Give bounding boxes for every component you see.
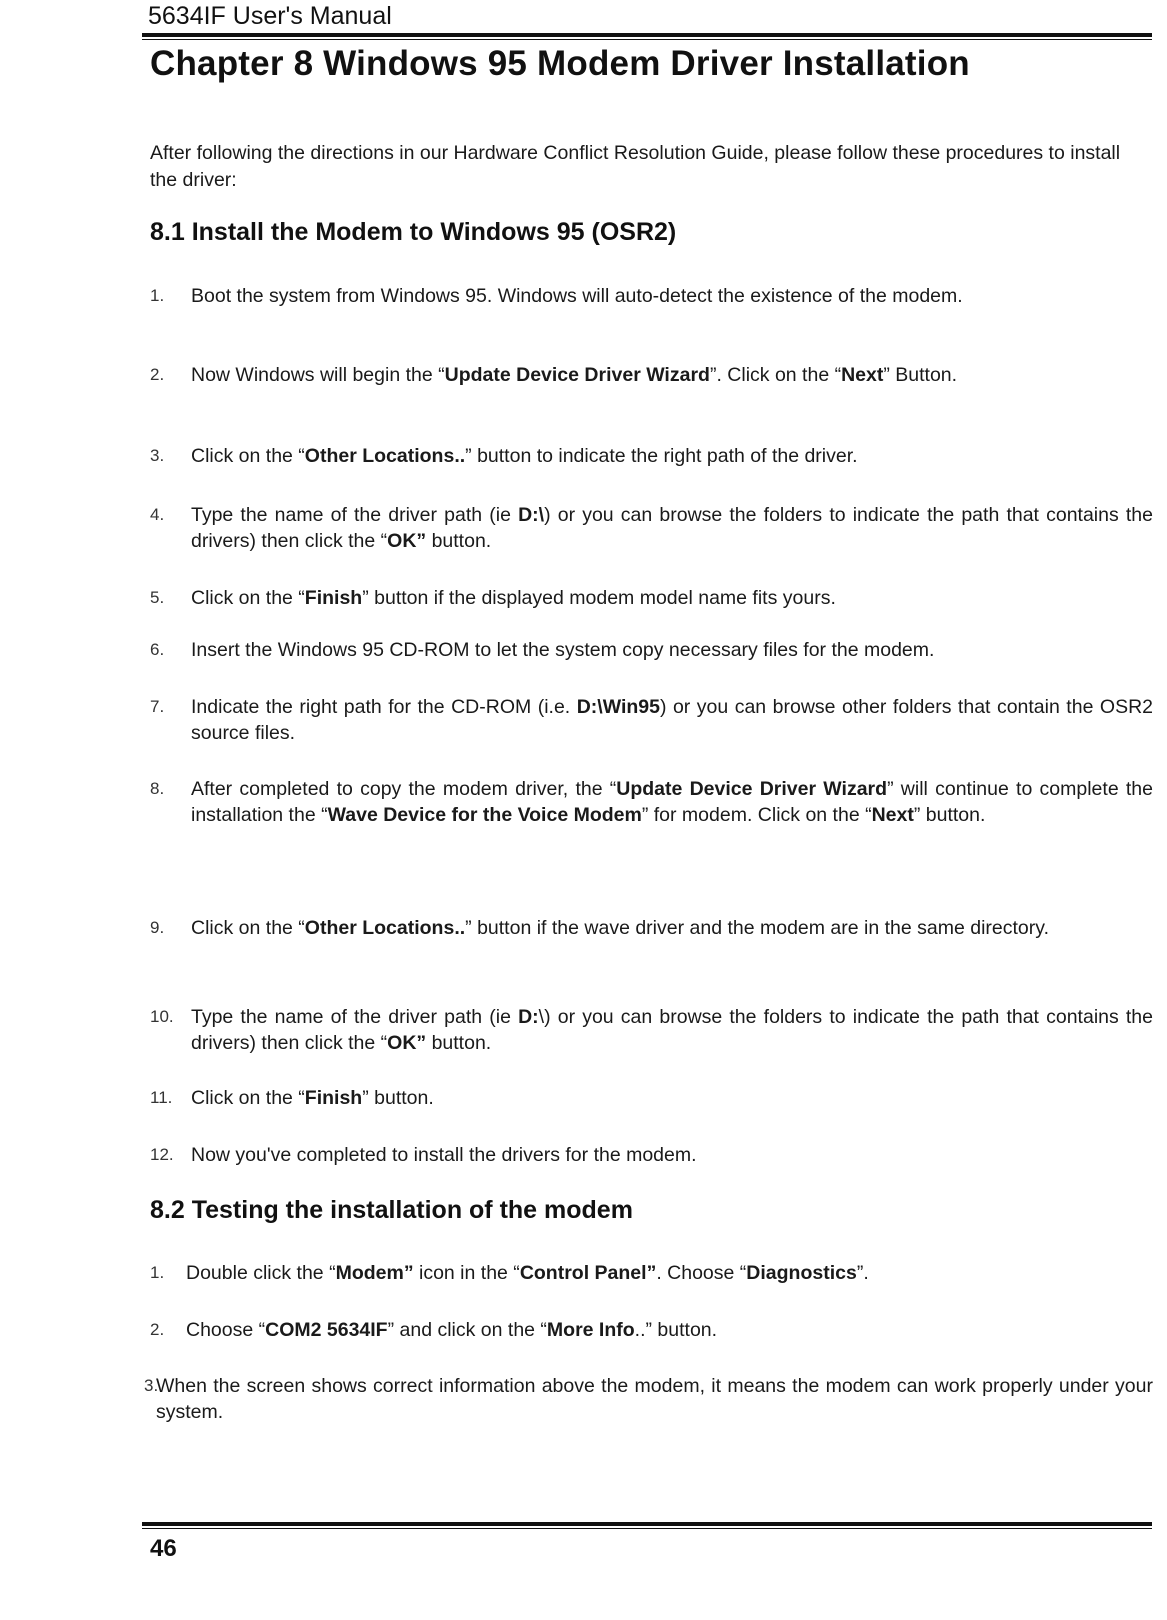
step-number: 1. <box>150 286 165 305</box>
step-item <box>150 1085 1153 1111</box>
step-item <box>150 776 1153 828</box>
page-number: 46 <box>150 1535 177 1562</box>
step-number: 5. <box>150 588 165 607</box>
step-text: Choose “COM2 5634IF” and click on the “More Info..” button. <box>186 1319 718 1341</box>
step-number: 2. <box>150 365 165 384</box>
step-number: 3. <box>144 1376 159 1395</box>
manual-title: 5634IF User's Manual <box>148 2 392 30</box>
step-number: 3. <box>150 446 165 465</box>
step-item <box>150 637 1153 663</box>
step-number: 2. <box>150 1320 165 1339</box>
step-text: Click on the “Finish” button if the displayed modem model name fits yours. <box>191 587 836 609</box>
step-number: 4. <box>150 505 165 524</box>
step-text: Boot the system from Windows 95. Windows will auto-detect the existence of the modem. <box>191 285 963 307</box>
step-item <box>150 443 1153 469</box>
step-text: Click on the “Finish” button. <box>191 1087 434 1109</box>
step-text: When the screen shows correct information above the modem, it means the modem can work properly under your system. <box>156 1375 1153 1423</box>
step-number: 7. <box>150 697 165 716</box>
step-item <box>150 915 1153 941</box>
step-item <box>150 1142 1153 1168</box>
step-number: 10. <box>150 1007 174 1026</box>
step-text: Type the name of the driver path (ie D:\) or you can browse the folders to indicate the path that contains the drivers) then click the “OK” button. <box>191 504 1153 552</box>
step-number: 6. <box>150 640 165 659</box>
step-text: Indicate the right path for the CD-ROM (i.e. D:\Win95) or you can browse other folders that contain the OSR2 source files. <box>191 696 1154 744</box>
intro-paragraph: After following the directions in our Hardware Conflict Resolution Guide, please follow these procedures to install the driver: <box>150 142 1121 191</box>
section-title-8-2: 8.2 Testing the installation of the modem <box>150 1196 633 1224</box>
step-item <box>150 694 1153 746</box>
step-item <box>150 362 1153 388</box>
step-text: Now you've completed to install the drivers for the modem. <box>191 1144 697 1166</box>
step-item <box>150 1317 1153 1343</box>
step-item <box>150 502 1153 554</box>
chapter-title: Chapter 8 Windows 95 Modem Driver Installation <box>150 44 970 83</box>
step-number: 9. <box>150 918 165 937</box>
step-number: 11. <box>150 1088 173 1107</box>
step-text: Type the name of the driver path (ie D:\) or you can browse the folders to indicate the path that contains the drivers) then click the “OK” button. <box>191 1006 1153 1054</box>
step-text: Click on the “Other Locations..” button if the wave driver and the modem are in the same directory. <box>191 917 1049 939</box>
step-item <box>144 1373 1153 1425</box>
step-text: Now Windows will begin the “Update Device Driver Wizard”. Click on the “Next” Button. <box>191 364 958 386</box>
step-text: After completed to copy the modem driver, the “Update Device Driver Wizard” will continue to complete the installation the “Wave Device for the Voice Modem” for modem. Click on the “Next” button. <box>191 778 1154 826</box>
step-item <box>150 1004 1153 1056</box>
section-title-8-1: 8.1 Install the Modem to Windows 95 (OSR2) <box>150 218 677 246</box>
bottom-rule <box>142 1522 1152 1529</box>
step-text: Double click the “Modem” icon in the “Control Panel”. Choose “Diagnostics”. <box>186 1262 869 1284</box>
step-item <box>150 585 1153 611</box>
step-number: 8. <box>150 779 165 798</box>
step-item <box>150 1260 1153 1286</box>
top-rule <box>142 33 1152 40</box>
step-text: Insert the Windows 95 CD-ROM to let the system copy necessary files for the modem. <box>191 639 935 661</box>
step-number: 12. <box>150 1145 174 1164</box>
step-number: 1. <box>150 1263 165 1282</box>
step-item <box>150 283 1153 309</box>
step-text: Click on the “Other Locations..” button to indicate the right path of the driver. <box>191 445 858 467</box>
